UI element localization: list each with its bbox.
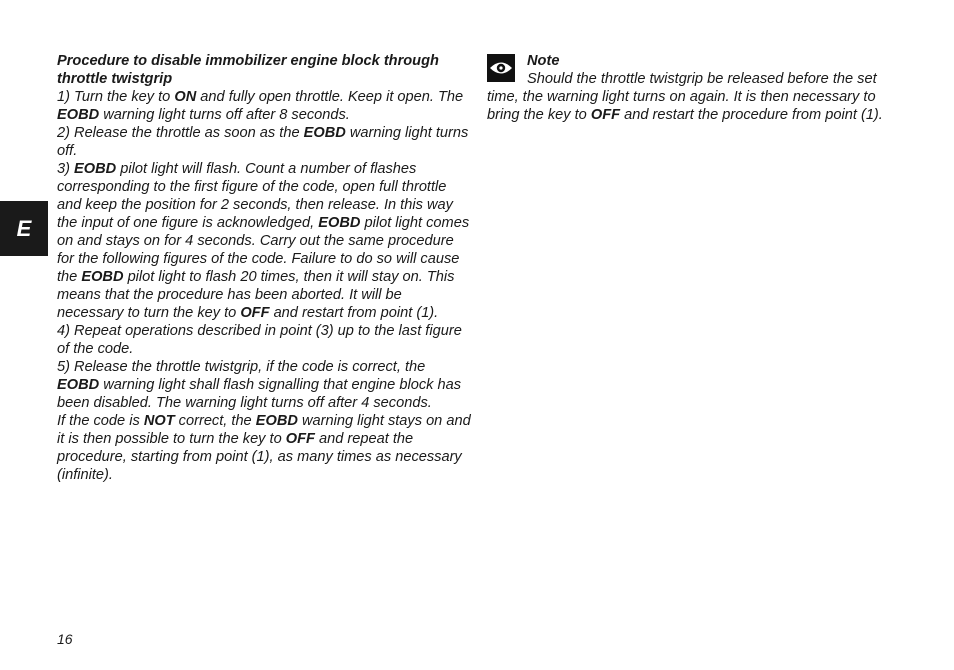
step-5: 5) Release the throttle twistgrip, if the code is correct, the EOBD warning light shall flash signalling that engine block has been disabled. The warning light turns off after 4 seconds. [57,359,461,411]
step-4: 4) Repeat operations described in point (3) up to the last figure of the code. [57,323,462,357]
incorrect-code-paragraph: If the code is NOT correct, the EOBD warning light stays on and it is then possible to turn the key to OFF and repeat the procedure, starting from point (1), as many times as necessary (infinite). [57,413,471,483]
note-title: Note [527,53,560,69]
note-column [487,52,897,124]
note-text: Should the throttle twistgrip be released before the set time, the warning light turns on again. It is then necessary to bring the key to OFF and restart the procedure from point (1). [487,71,883,123]
eye-icon [487,54,515,82]
section-tab: E [0,201,48,256]
procedure-heading: Procedure to disable immobilizer engine block through throttle twistgrip [57,53,439,87]
step-2: 2) Release the throttle as soon as the EOBD warning light turns off. [57,125,469,159]
step-1: 1) Turn the key to ON and fully open throttle. Keep it open. The EOBD warning light turns off after 8 seconds. [57,89,464,123]
page-number: 16 [57,631,73,647]
procedure-column [57,52,471,484]
step-3: 3) EOBD pilot light will flash. Count a number of flashes corresponding to the first figure of the code, open full throttle and keep the position for 2 seconds, then release. In this way the input of one figure is acknowledged, EOBD pilot light comes on and stays on for 4 seconds. Carry out the same procedure for the following figures of the code. Failure to do so will cause the EOBD pilot light to flash 20 times, then it will stay on. This means that the procedure has been aborted. It will be necessary to turn the key to OFF and restart from point (1). [57,161,470,321]
